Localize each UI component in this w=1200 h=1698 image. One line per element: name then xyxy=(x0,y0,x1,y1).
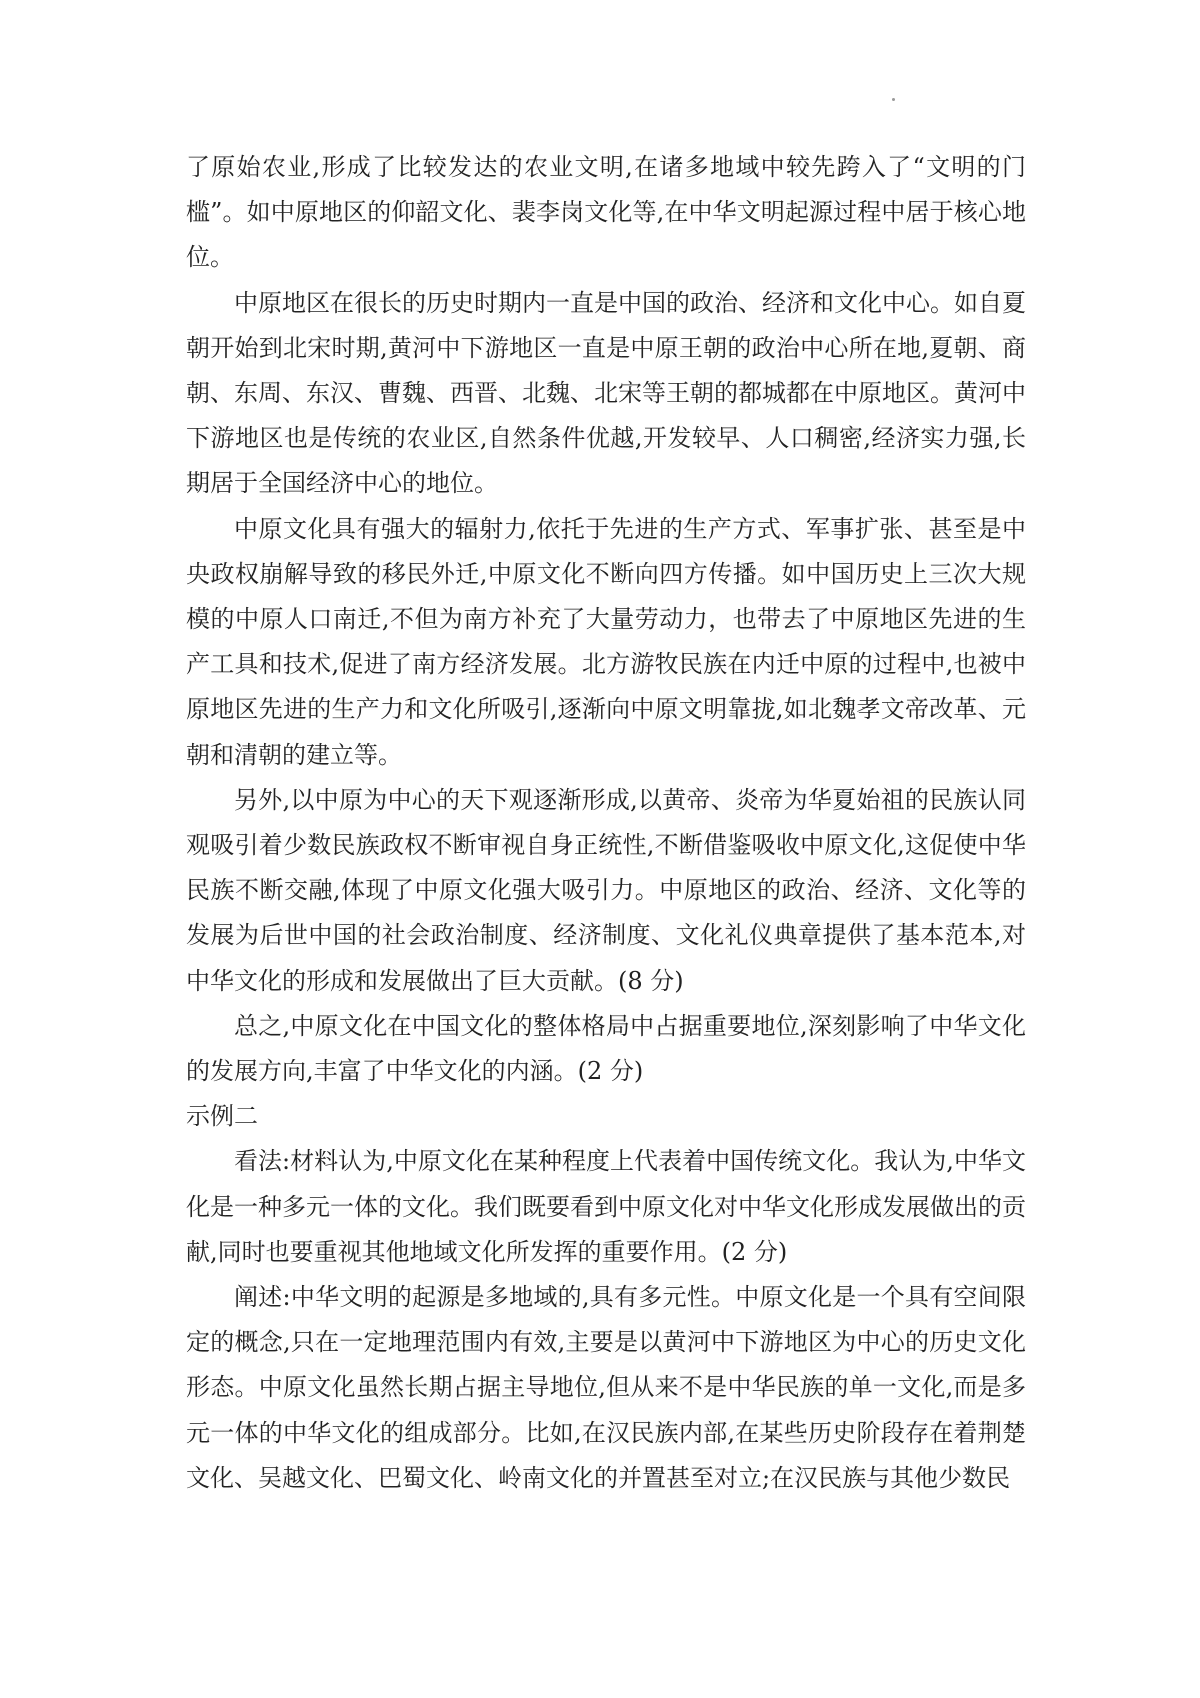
paragraph-radiation: 中原文化具有强大的辐射力,依托于先进的生产方式、军事扩张、甚至是中央政权崩解导致的移民外迁,中原文化不断向四方传播。如中国历史上三次大规模的中原人口南迁,不但为南方补充了大量劳动力，也带去了中原地区先进的生产工具和技术,促进了南方经济发展。北方游牧民族在内迁中原的过程中,也被中原地区先进的生产力和文化所吸引,逐渐向中原文明靠拢,如北魏孝文帝改革、元朝和清朝的建立等。 xyxy=(186,514,1026,769)
paragraph-central-plains-center: 中原地区在很长的历史时期内一直是中国的政治、经济和文化中心。如自夏朝开始到北宋时期,黄河中下游地区一直是中原王朝的政治中心所在地,夏朝、商朝、东周、东汉、曹魏、西晋、北魏、北宋等王朝的都城都在中原地区。黄河中下游地区也是传统的农业区,自然条件优越,开发较早、人口稠密,经济实力强,长期居于全国经济中心的地位。 xyxy=(186,288,1026,498)
paragraph-attraction: 另外,以中原为中心的天下观逐渐形成,以黄帝、炎帝为华夏始祖的民族认同观吸引着少数民族政权不断审视自身正统性,不断借鉴吸收中原文化,这促使中华民族不断交融,体现了中原文化强大吸引力。中原地区的政治、经济、文化等的发展为后世中国的社会政治制度、经济制度、文化礼仪典章提供了基本范本,对中华文化的形成和发展做出了巨大贡献。(8 分) xyxy=(186,785,1026,995)
paragraph-elaboration: 阐述:中华文明的起源是多地域的,具有多元性。中原文化是一个具有空间限定的概念,只在一定地理范围内有效,主要是以黄河中下游地区为中心的历史文化形态。中原文化虽然长期占据主导地位,但从来不是中华民族的单一文化,而是多元一体的中华文化的组成部分。比如,在汉民族内部,在某些历史阶段存在着荆楚文化、吴越文化、巴蜀文化、岭南文化的并置甚至对立;在汉民族与其他少数民 xyxy=(186,1283,1026,1492)
paragraph-viewpoint: 看法:材料认为,中原文化在某种程度上代表着中国传统文化。我认为,中华文化是一种多元一体的文化。我们既要看到中原文化对中华文化形成发展做出的贡献,同时也要重视其他地域文化所发挥的重要作用。(2 分) xyxy=(186,1147,1026,1266)
paragraph-continuation: 了原始农业,形成了比较发达的农业文明,在诸多地域中较先跨入了“文明的门槛”。如中原地区的仰韶文化、裴李岗文化等,在中华文明起源过程中居于核心地位。 xyxy=(186,153,1026,272)
paragraph-conclusion: 总之,中原文化在中国文化的整体格局中占据重要地位,深刻影响了中华文化的发展方向,丰富了中华文化的内涵。(2 分) xyxy=(186,1011,1026,1086)
example-two-label: 示例二 xyxy=(186,1102,258,1131)
scan-speck xyxy=(892,98,895,101)
document-body xyxy=(186,145,1026,1501)
